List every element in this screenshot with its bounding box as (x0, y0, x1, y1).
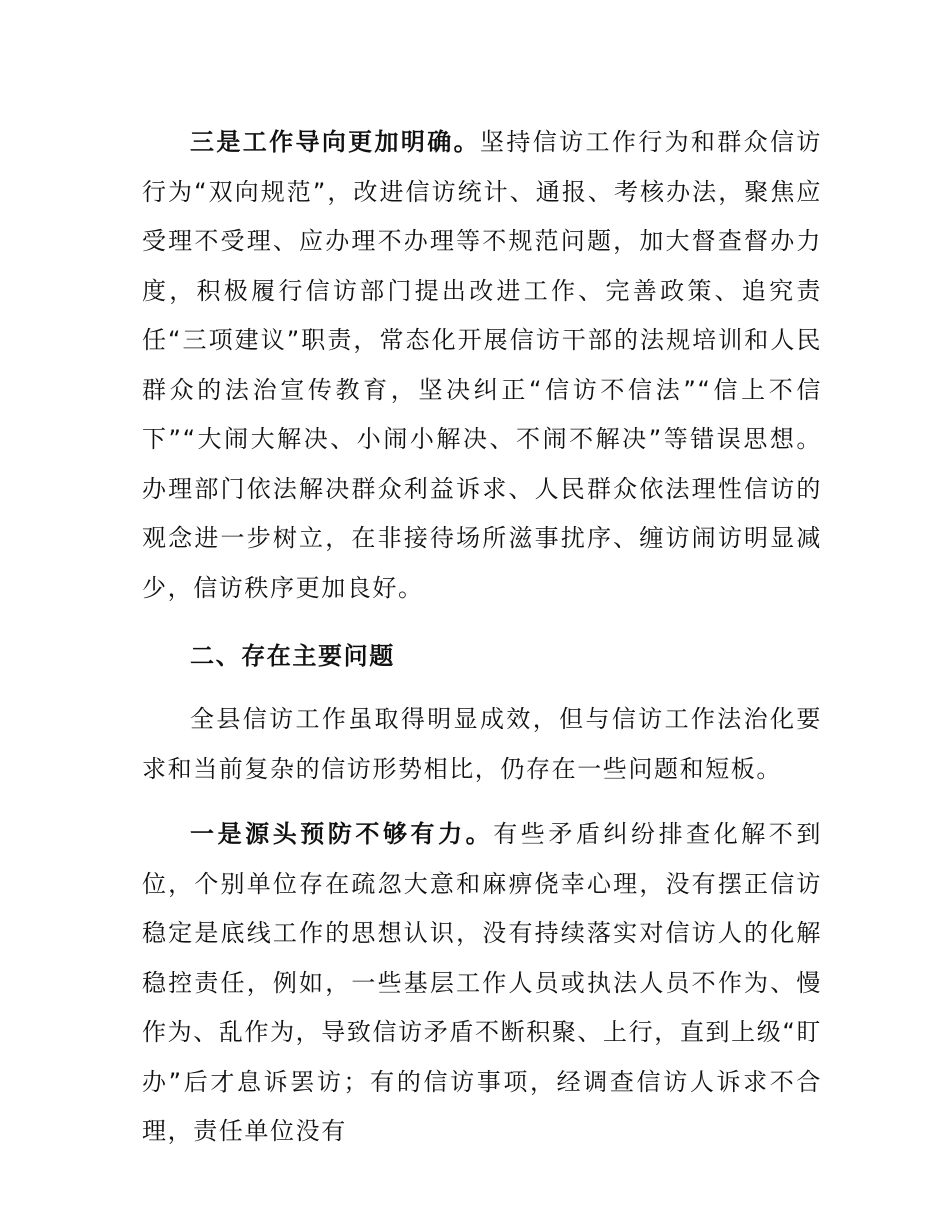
paragraph-lead: 三是工作导向更加明确。 (190, 128, 481, 156)
paragraph-work-orientation (142, 118, 822, 613)
paragraph-body: 有些矛盾纠纷排查化解不到位，个别单位存在疏忽大意和麻痹侥幸心理，没有摆正信访稳定是底线工作的思想认识，没有持续落实对信访人的化解稳控责任，例如，一些基层工作人员或执法人员不作为、慢作为、乱作为，导致信访矛盾不断积聚、上行，直到上级“盯办”后才息诉罢访；有的信访事项，经调查信访人诉求不合理，责任单位没有 (142, 820, 822, 1145)
section-heading-main-problems: 二、存在主要问题 (190, 642, 395, 670)
paragraph-lead: 一是源头预防不够有力。 (190, 820, 494, 848)
paragraph-overview: 全县信访工作虽取得明显成效，但与信访工作法治化要求和当前复杂的信访形势相比，仍存在一些问题和短板。 (142, 705, 822, 783)
paragraph-source-prevention (142, 810, 822, 1157)
paragraph-body: 坚持信访工作行为和群众信访行为“双向规范”，改进信访统计、通报、考核办法，聚焦应受理不受理、应办理不办理等不规范问题，加大督查督办力度，积极履行信访部门提出改进工作、完善政策、追究责任“三项建议”职责，常态化开展信访干部的法规培训和人民群众的法治宣传教育，坚决纠正“信访不信法”“信上不信下”“大闹大解决、小闹小解决、不闹不解决”等错误思想。办理部门依法解决群众利益诉求、人民群众依法理性信访的观念进一步树立，在非接待场所滋事扰序、缠访闹访明显减少，信访秩序更加良好。 (142, 128, 822, 602)
